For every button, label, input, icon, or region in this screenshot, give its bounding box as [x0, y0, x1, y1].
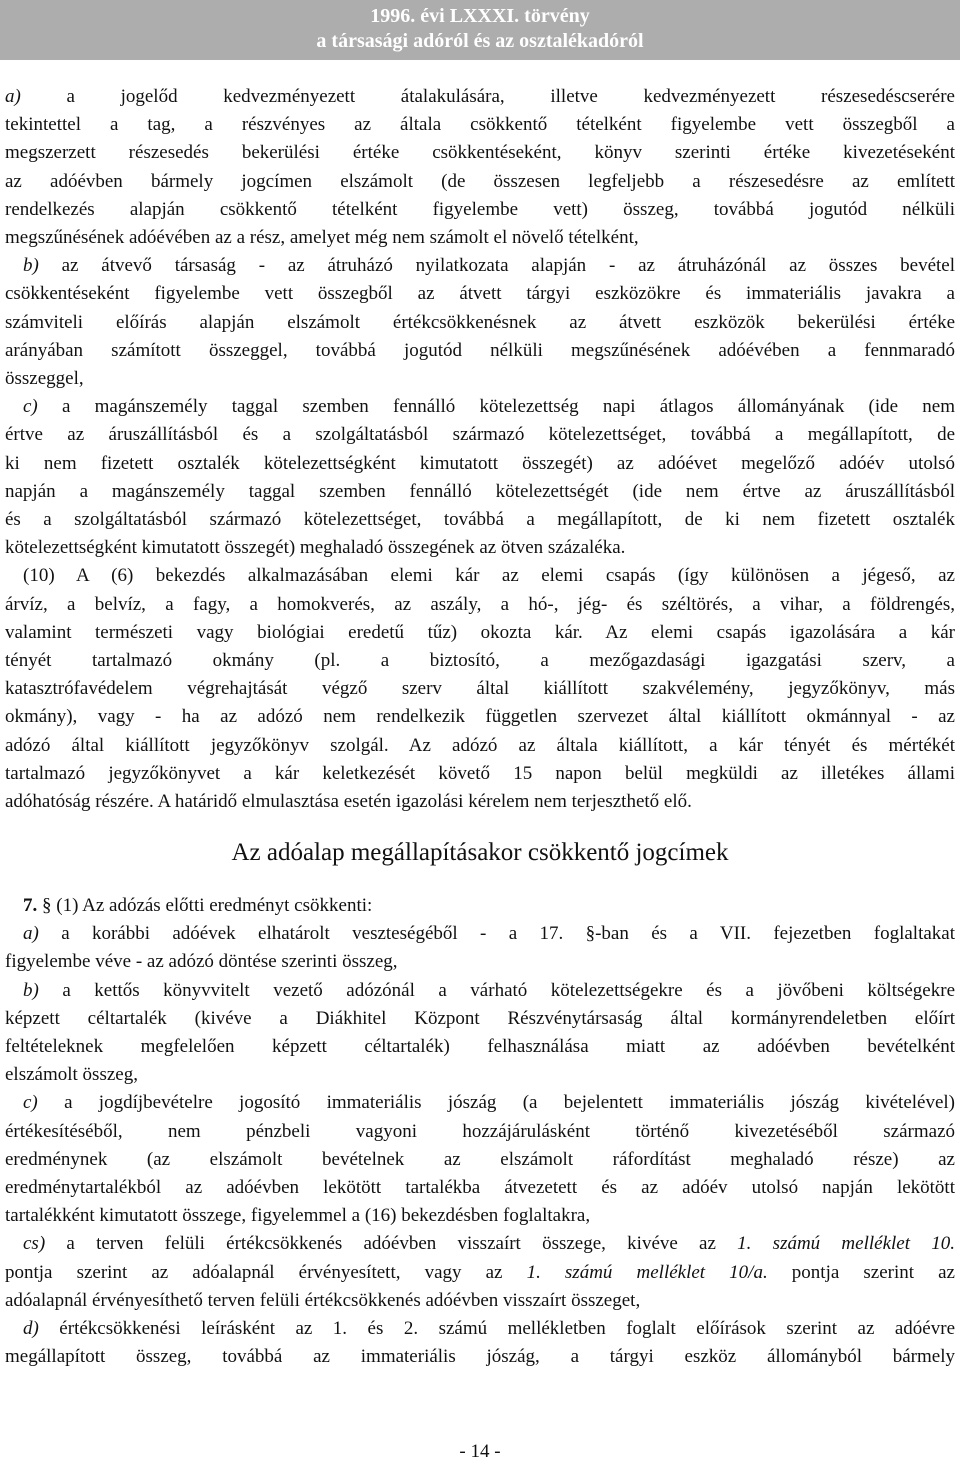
text-run: (10) A (6) bekezdés alkalmazásában elemi kár az elemi csapás (így különösen a jégeső, az	[23, 565, 955, 587]
header-law-subtitle: a társasági adóról és az osztalékadóról	[316, 30, 644, 52]
text-run: és a szolgáltatásból származó kötelezettséget, továbbá a megállapított, de ki nem fizetett osztalék	[5, 509, 955, 530]
text-line	[5, 1345, 955, 1369]
text-run: okmány), vagy - ha az adózó nem rendelkezik független szervezet által kiállított okmánnyal - az	[5, 706, 955, 728]
italic-text: 1. számú melléklet 10.	[737, 1233, 955, 1255]
bold-text: 7.	[23, 895, 38, 916]
text-run: elszámolt összeg,	[5, 1064, 138, 1086]
text-run: ki nem fizetett osztalék kötelezettségként kimutatott összegét) az adóévet megelőző adóév utolsó	[5, 452, 955, 474]
text-line	[5, 564, 955, 588]
text-line	[5, 423, 955, 447]
text-line	[5, 85, 955, 109]
text-line	[5, 1289, 955, 1313]
text-line	[5, 198, 955, 222]
italic-text: 1. számú melléklet 10/a.	[526, 1261, 768, 1283]
text-run: pontja szerint az adóalapnál érvényesített, vagy az	[5, 1261, 527, 1283]
text-run: a terven felüli értékcsökkenés adóévben visszaírt összege, kivéve az	[45, 1233, 738, 1255]
italic-text: a)	[5, 86, 21, 107]
italic-text: c)	[23, 396, 38, 418]
text-line	[5, 1204, 955, 1228]
text-line	[5, 705, 955, 729]
page-number: - 14 -	[459, 1441, 501, 1462]
text-line	[5, 950, 955, 974]
text-run: valamint természeti vagy biológiai eredetű tűz) okozta kár. Az elemi csapás igazolására a kár	[5, 621, 955, 643]
text-run: figyelembe véve - az adózó döntése szerinti összeg,	[5, 951, 398, 973]
text-line	[5, 226, 955, 250]
text-line	[5, 311, 955, 335]
text-line	[5, 894, 955, 918]
section-heading: Az adóalap megállapításakor csökkentő jogcímek	[231, 839, 729, 866]
text-line	[5, 1091, 955, 1115]
text-run: eredménytartalékból az adóévben lekötött tartalékba átvezetett és az adóév utolsó napján lekötött	[5, 1177, 955, 1198]
text-line	[5, 113, 955, 137]
text-line	[5, 1317, 955, 1341]
text-line	[5, 508, 955, 532]
text-line	[5, 922, 955, 946]
text-run: feltételeknek megfelelően képzett céltartalék) felhasználása miatt az adóévben bevételként	[5, 1036, 955, 1057]
text-run: a jogdíjbevételre jogosító immateriális jószág (a bejelentett immateriális jószág kivételével)	[37, 1092, 955, 1114]
text-run: értékcsökkenési leírásként az 1. és 2. számú mellékletben foglalt előírások szerint az adóévre	[38, 1318, 955, 1339]
text-line	[5, 254, 955, 278]
text-run: adóhatóság részére. A határidő elmulasztása esetén igazolási kérelem nem terjeszthető elő.	[5, 791, 692, 812]
text-run: napján a magánszemély taggal szemben fennálló kötelezettségét (ide nem értve az áruszállításból	[5, 480, 955, 502]
text-line	[5, 1035, 955, 1059]
text-run: tartalékként kimutatott összege, figyelemmel a (16) bekezdésben foglaltakra,	[5, 1205, 591, 1227]
text-line	[5, 1176, 955, 1200]
text-run: a magánszemély taggal szemben fennálló kötelezettség napi átlagos állományának (ide nem	[37, 396, 955, 418]
text-run: adózó által kiállított jegyzőkönyv szolgál. Az adózó az általa kiállított, a kár tényét és mértékét	[5, 734, 955, 756]
text-line	[5, 649, 955, 673]
italic-text: cs)	[23, 1233, 46, 1255]
text-line	[5, 1007, 955, 1031]
text-run: a kettős könyvvitelt vezető adózónál a várható kötelezettségekre és a jövőbeni költségekre	[38, 979, 955, 1001]
text-run: a korábbi adóévek elhatárolt veszteségéből - a 17. §-ban és a VII. fejezetben foglaltakat	[38, 923, 955, 945]
italic-text: c)	[23, 1092, 38, 1114]
text-run: eredménynek (az elszámolt bevételnek az elszámolt ráfordítást meghaladó része) az	[5, 1148, 955, 1170]
text-run: tartalmazó jegyzőkönyvet a kár keletkezését követő 15 napon belül megküldi az illetékes állami	[5, 762, 955, 784]
text-line	[5, 621, 955, 645]
text-run: megállapított összeg, továbbá az immateriális jószág, a tárgyi eszköz állományból bármely	[5, 1346, 955, 1368]
text-line	[5, 339, 955, 363]
text-line	[5, 762, 955, 786]
text-line	[5, 790, 955, 814]
text-line	[5, 480, 955, 504]
text-run: értve az áruszállításból és a szolgáltatásból származó kötelezettséget, továbbá a megállapított, de	[5, 424, 955, 446]
text-run: az átvevő társaság - az átruházó nyilatkozata alapján - az átruházónál az összes bevétel	[38, 255, 955, 277]
text-run: arányában számított összeggel, továbbá jogutód nélküli megszűnésének adóévében a fennmaradó	[5, 339, 955, 361]
text-line	[5, 979, 955, 1003]
text-line	[5, 536, 955, 560]
text-run: rendelkezés alapján csökkentő tételként figyelembe vett) összeg, továbbá jogutód nélküli	[5, 198, 955, 220]
text-run: árvíz, a belvíz, a fagy, a homokverés, az aszály, a hó-, jég- és széltörés, a vihar, a földrengés,	[5, 593, 955, 615]
text-line	[5, 395, 955, 419]
text-line	[5, 282, 955, 306]
text-run: kötelezettségként kimutatott összegét) meghaladó összegének az ötven százaléka.	[5, 537, 626, 559]
text-run: tényét tartalmazó okmány (pl. a biztosító, a mezőgazdasági igazgatási szerv, a	[5, 650, 955, 671]
text-line	[5, 593, 955, 617]
italic-text: b)	[23, 979, 39, 1001]
text-line	[5, 1261, 955, 1285]
text-run: katasztrófavédelem végrehajtását végző szerv által kiállított szakvélemény, jegyzőkönyv, más	[5, 678, 955, 700]
text-run: összeggel,	[5, 368, 84, 389]
text-run: § (1) Az adózás előtti eredményt csökkenti:	[37, 895, 373, 916]
text-run: tekintettel a tag, a részvényes az általa csökkentő tételként figyelembe vett összegből a	[5, 114, 955, 136]
header-law-title: 1996. évi LXXXI. törvény	[370, 5, 590, 27]
text-run: az adóévben bármely jogcímen elszámolt (de összesen legfeljebb a részesedésre az említett	[5, 170, 955, 192]
text-run: adóalapnál érvényesíthető terven felüli értékcsökkenés adóévben visszaírt összeget,	[5, 1289, 641, 1311]
text-run: megszűnésének adóévében az a rész, amelyet még nem számolt el növelő tételként,	[5, 227, 639, 248]
text-line	[5, 677, 955, 701]
text-line	[5, 170, 955, 194]
text-line	[5, 1148, 955, 1172]
italic-text: b)	[23, 255, 39, 277]
text-run: számviteli előírás alapján elszámolt értékcsökkenésnek az átvett eszközök bekerülési értéke	[5, 311, 955, 333]
text-line	[5, 1063, 955, 1087]
text-run: csökkentéseként figyelembe vett összegből az átvett tárgyi eszközökre és immateriális javakra a	[5, 283, 955, 305]
text-run: értékesítéséből, nem pénzbeli vagyoni hozzájárulásként történő kivezetéséből származó	[5, 1120, 955, 1142]
text-run: pontja szerint az	[767, 1261, 955, 1283]
text-line	[5, 734, 955, 758]
italic-text: a)	[23, 923, 39, 945]
text-run: a jogelőd kedvezményezett átalakulására, illetve kedvezményezett részesedéscserére	[20, 86, 955, 107]
text-line	[5, 367, 955, 391]
document-header	[0, 0, 960, 60]
italic-text: d)	[23, 1318, 39, 1339]
text-line	[5, 1232, 955, 1256]
text-line	[5, 1120, 955, 1144]
text-run: megszerzett részesedés bekerülési értéke csökkentéseként, könyv szerinti értéke kivezetéseként	[5, 142, 955, 164]
text-run: képzett céltartalék (kivéve a Diákhitel Központ Részvénytársaság által kormányrendeletben előírt	[5, 1007, 955, 1029]
text-line	[5, 141, 955, 165]
text-line	[5, 452, 955, 476]
